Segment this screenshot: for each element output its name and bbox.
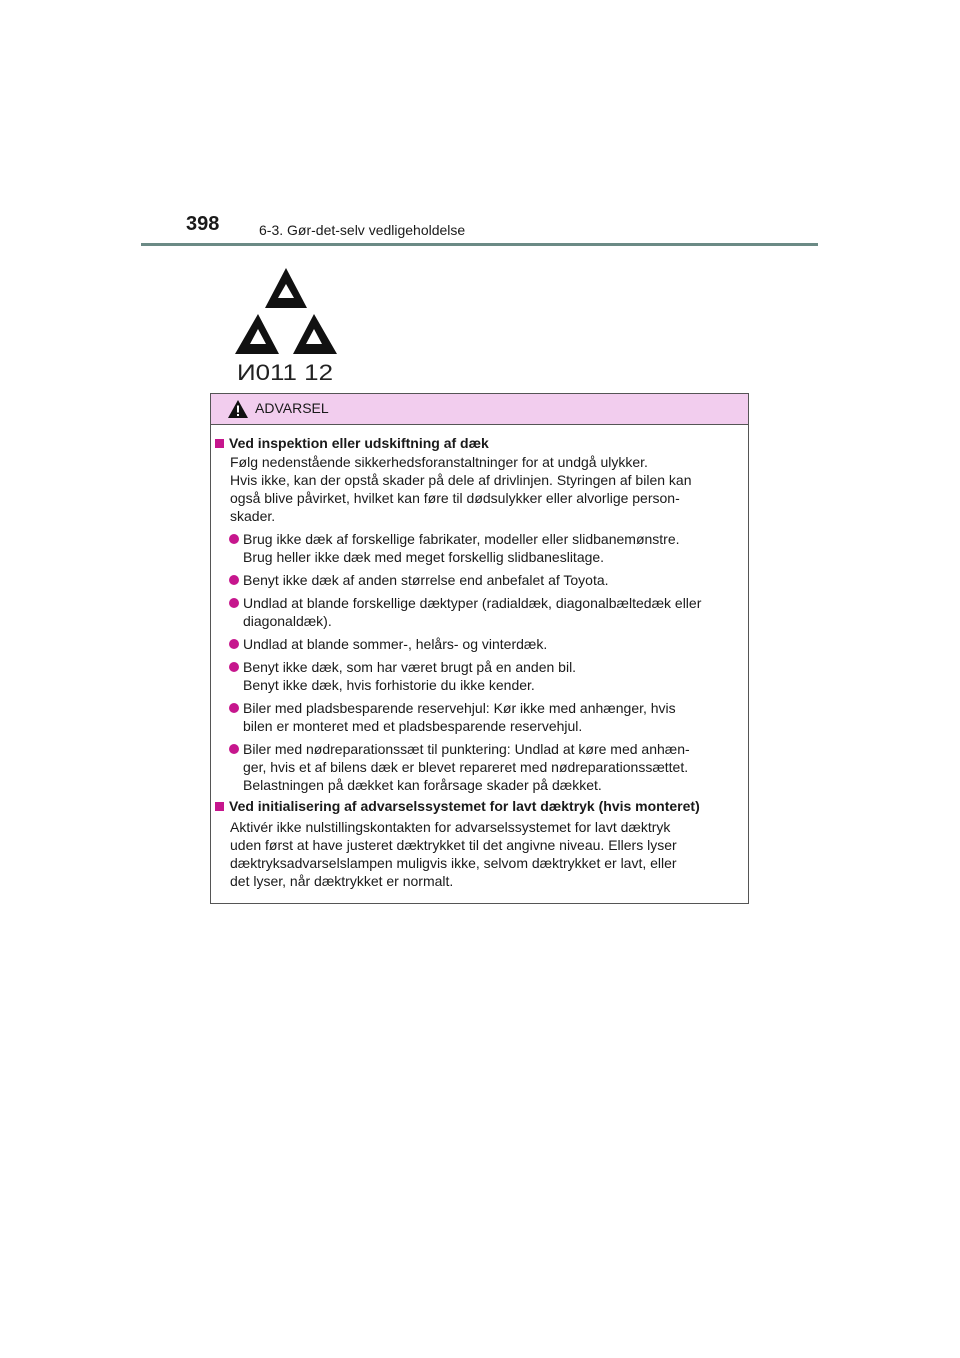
section-heading-tpms: Ved initialisering af advarselssystemet for lavt dæktryk (hvis monteret) xyxy=(211,797,742,816)
page-number: 398 xyxy=(186,213,220,235)
square-bullet-icon xyxy=(215,439,224,448)
section-title: 6-3. Gør-det-selv vedligeholdelse xyxy=(259,222,466,238)
list-item: Biler med nødreparationssæt til punktering: Undlad at køre med anhæn- ger, hvis et af bilens dæk er blevet repareret med nødreparationssættet. Belastningen på dækket kan forårsage skader på dækket. xyxy=(211,740,748,794)
triangle-mark-left xyxy=(235,314,279,354)
tire-wear-indicator-diagram xyxy=(225,262,347,387)
section-paragraph-inspection: Følg nedenstående sikkerhedsforanstaltninger for at undgå ulykker. Hvis ikke, kan der opstå skader på dele af drivlinjen. Styringen af bilen kan også blive påvirket, hvilket kan føre til dødsulykker eller alvorlige person- skader. xyxy=(230,454,692,524)
list-item: Brug ikke dæk af forskellige fabrikater, modeller eller slidbanemønstre. Brug heller ikke dæk med meget forskellig slidbaneslitage. xyxy=(211,530,748,566)
round-bullet-icon xyxy=(229,744,239,754)
list-item: Biler med pladsbesparende reservehjul: Kør ikke med anhænger, hvis bilen er monteret med et pladsbesparende reservehjul. xyxy=(211,699,748,735)
section-paragraph-tpms: Aktivér ikke nulstillingskontakten for advarselssystemet for lavt dæktryk uden først at have justeret dæktrykket til det angivne niveau. Ellers lyser dæktryksadvarselslampen muligvis ikke, selvom dæktrykket er lavt, eller det lyser, når dæktrykket er normalt. xyxy=(230,819,677,889)
triangle-mark-top xyxy=(265,268,307,308)
section-heading-inspection: Ved inspektion eller udskiftning af dæk xyxy=(211,434,742,453)
warning-box xyxy=(210,393,749,904)
warning-label: ADVARSEL xyxy=(255,400,329,416)
warning-triangle-icon xyxy=(227,399,249,419)
round-bullet-icon xyxy=(229,639,239,649)
list-item: Benyt ikke dæk af anden størrelse end anbefalet af Toyota. xyxy=(211,571,748,589)
warning-header xyxy=(211,394,748,425)
round-bullet-icon xyxy=(229,575,239,585)
round-bullet-icon xyxy=(229,703,239,713)
warning-content xyxy=(211,434,748,890)
list-item: Undlad at blande forskellige dæktyper (radialdæk, diagonalbæltedæk eller diagonaldæk). xyxy=(211,594,748,630)
square-bullet-icon xyxy=(215,802,224,811)
list-item: Benyt ikke dæk, som har været brugt på en anden bil. Benyt ikke dæk, hvis forhistorie du ikke kender. xyxy=(211,658,748,694)
header-rule xyxy=(141,243,818,246)
list-item: Undlad at blande sommer-, helårs- og vinterdæk. xyxy=(211,635,748,653)
round-bullet-icon xyxy=(229,662,239,672)
triangle-mark-right xyxy=(293,314,337,354)
marking-code: И011 12 xyxy=(237,360,333,385)
round-bullet-icon xyxy=(229,534,239,544)
round-bullet-icon xyxy=(229,598,239,608)
